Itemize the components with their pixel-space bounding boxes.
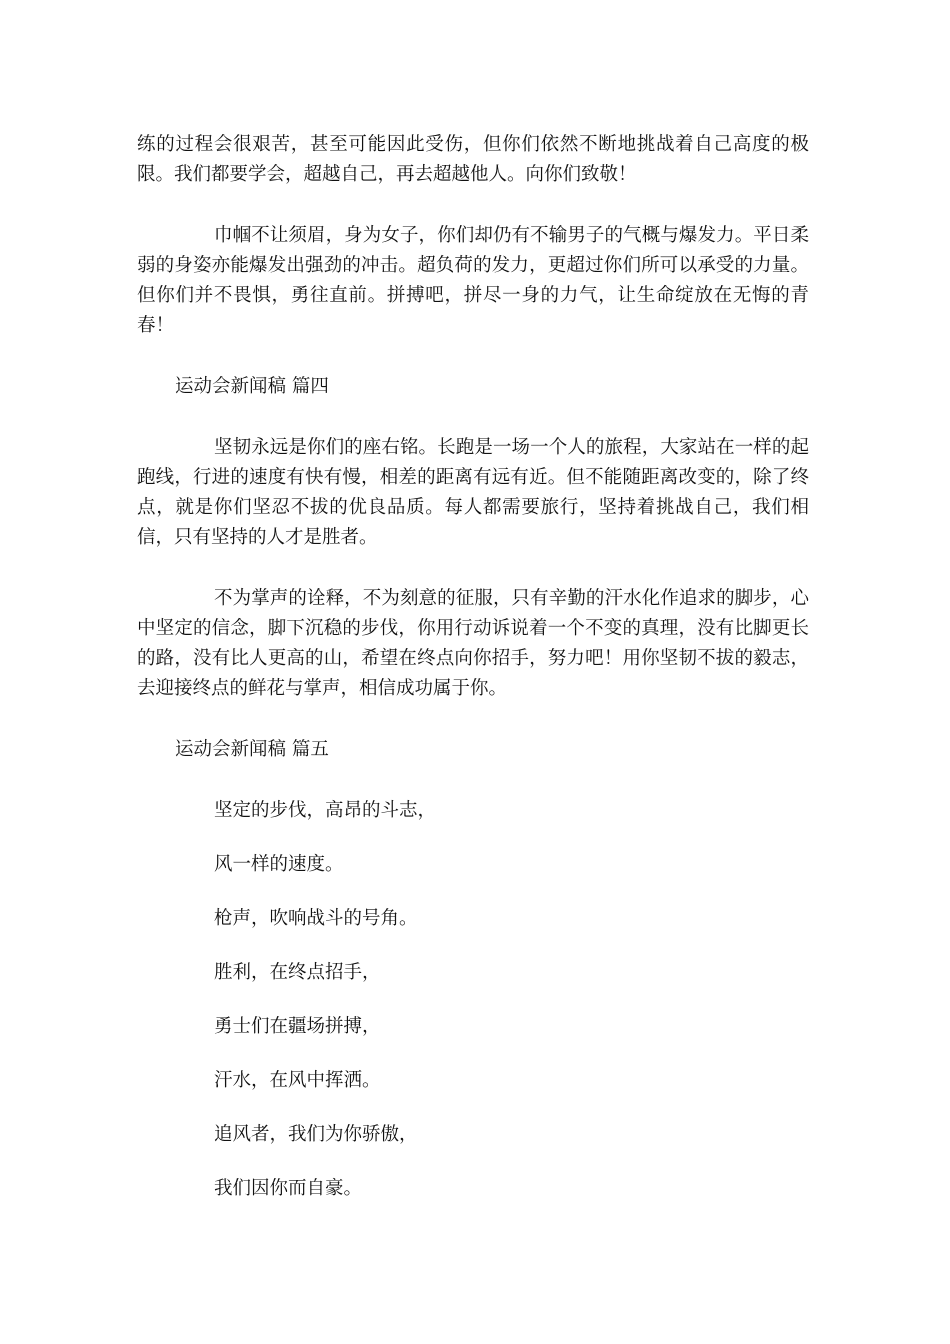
poem-line: 枪声，吹响战斗的号角。 (214, 908, 418, 929)
section-heading-4: 运动会新闻稿 篇四 (175, 376, 329, 397)
poem-line: 我们因你而自豪。 (214, 1178, 363, 1199)
poem-line: 汗水，在风中挥洒。 (214, 1070, 381, 1091)
paragraph-continuation: 练的过程会很艰苦，甚至可能因此受伤，但你们依然不断地挑战着自己高度的极限。我们都要学会，超越自己，再去超越他人。向你们致敬！ (137, 134, 809, 185)
poem-line: 风一样的速度。 (214, 854, 344, 875)
poem-line: 追风者，我们为你骄傲， (214, 1124, 418, 1145)
paragraph-perseverance: 不为掌声的诠释，不为刻意的征服，只有辛勤的汗水化作追求的脚步，心中坚定的信念，脚下沉稳的步伐，你用行动诉说着一个不变的真理，没有比脚更长的路，没有比人更高的山，希望在终点向你招手，努力吧！用你坚韧不拔的毅志，去迎接终点的鲜花与掌声，相信成功属于你。 (137, 588, 809, 699)
poem-line: 坚定的步伐，高昂的斗志， (214, 800, 437, 821)
poem-line: 勇士们在疆场拼搏， (214, 1016, 381, 1037)
document-page (137, 130, 809, 1228)
paragraph-long-distance: 坚韧永远是你们的座右铭。长跑是一场一个人的旅程，大家站在一样的起跑线，行进的速度有快有慢，相差的距离有远有近。但不能随距离改变的，除了终点，就是你们坚忍不拔的优良品质。每人都需要旅行，坚持着挑战自己，我们相信，只有坚持的人才是胜者。 (137, 437, 809, 548)
section-heading-5: 运动会新闻稿 篇五 (175, 739, 329, 760)
poem-line: 胜利，在终点招手， (214, 962, 381, 983)
paragraph-women-athletes: 巾帼不让须眉，身为女子，你们却仍有不输男子的气概与爆发力。平日柔弱的身姿亦能爆发出强劲的冲击。超负荷的发力，更超过你们所可以承受的力量。但你们并不畏惧，勇往直前。拼搏吧，拼尽一身的力气，让生命绽放在无悔的青春！ (137, 225, 809, 336)
